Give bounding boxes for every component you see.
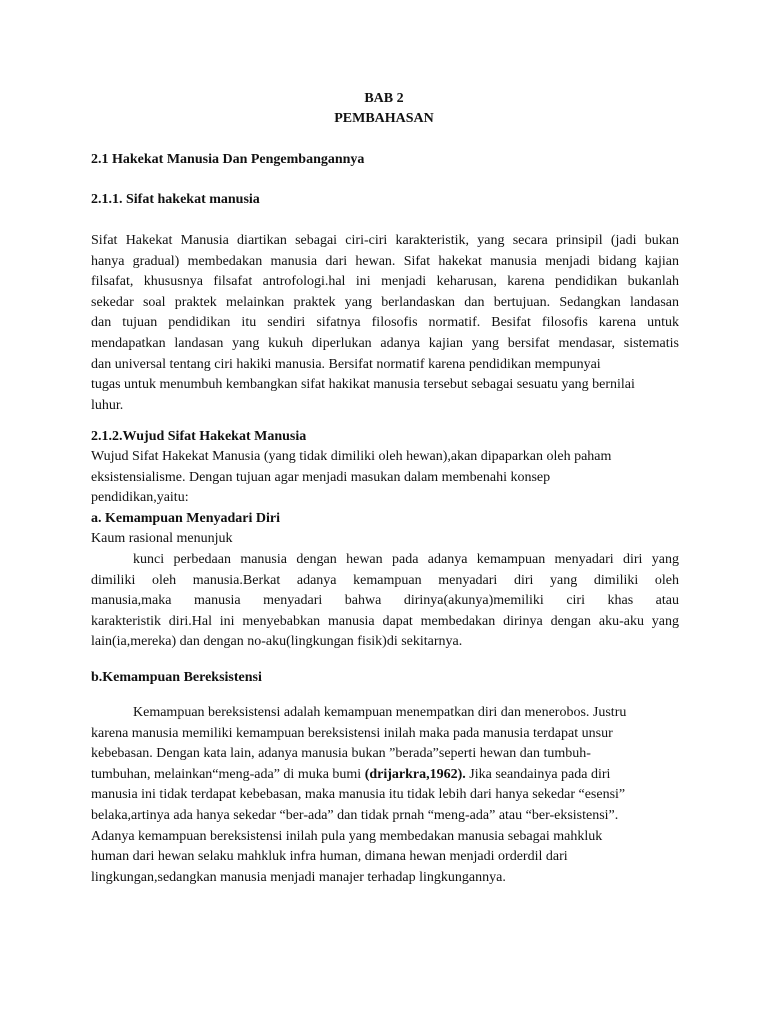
paragraph-line: tugas untuk menumbuh kembangkan sifat hakikat manusia tersebut sebagai sesuatu yang bernilai [91,377,635,392]
subsection-heading: 2.1.1. Sifat hakekat manusia [91,192,260,207]
paragraph-line: lingkungan,sedangkan manusia menjadi manajer terhadap lingkungannya. [91,870,506,885]
paragraph-line: hanya gradual) membedakan manusia dari hewan. Sifat hakekat manusia menjadi bidang kajian [91,254,679,269]
paragraph-line [91,765,610,785]
paragraph-text: tumbuhan, melainkan“meng-ada” di muka bumi [91,767,365,782]
point-heading: b.Kemampuan Bereksistensi [91,670,262,685]
paragraph-line: manusia,maka manusia menyadari bahwa dirinya(akunya)memiliki ciri khas atau [91,593,679,608]
paragraph-line: kebebasan. Dengan kata lain, adanya manusia bukan ”berada”seperti hewan dan tumbuh- [91,746,591,761]
subsection-heading: 2.1.2.Wujud Sifat Hakekat Manusia [91,429,307,444]
paragraph-line: lain(ia,mereka) dan dengan no-aku(lingkungan fisik)di sekitarnya. [91,634,463,649]
paragraph-line: belaka,artinya ada hanya sekedar “ber-ada” dan tidak prnah “meng-ada” atau “ber-eksistensi”. [91,808,619,823]
paragraph-line: Kemampuan bereksistensi adalah kemampuan menempatkan diri dan menerobos. Justru [133,705,627,720]
citation: (drijarkra,1962). [364,767,466,782]
paragraph-line: luhur. [91,398,124,413]
section-heading: 2.1 Hakekat Manusia Dan Pengembangannya [91,152,365,167]
paragraph-line: pendidikan,yaitu: [91,490,189,505]
paragraph-line: kunci perbedaan manusia dengan hewan pada adanya kemampuan menyadari diri yang [133,552,679,567]
paragraph-line: dan tujuan pendidikan itu sendiri sifatnya filosofis normatif. Besifat filosofis karena untuk [91,315,679,330]
paragraph-line: dan universal tentang ciri hakiki manusia. Bersifat normatif karena pendidikan mempunyai [91,357,601,372]
paragraph-line: mendapatkan landasan yang kukuh diperlukan adanya kajian yang bersifat mendasar, sistematis [91,336,679,351]
paragraph-line: Kaum rasional menunjuk [91,531,233,546]
paragraph-line: Adanya kemampuan bereksistensi inilah pula yang membedakan manusia sebagai mahkluk [91,829,603,844]
chapter-title: PEMBAHASAN [334,111,434,126]
paragraph-line: sekedar soal praktek melainkan praktek yang berlandaskan dan bertujuan. Sedangkan landasan [91,295,679,310]
point-heading: a. Kemampuan Menyadari Diri [91,511,280,526]
paragraph-text: Jika seandainya pada diri [465,767,611,782]
paragraph-line: human dari hewan selaku mahkluk infra human, dimana hewan menjadi orderdil dari [91,849,568,864]
paragraph-line: filsafat, khususnya filsafat antrofologi.hal ini menjadi keharusan, karena pendidikan bukanlah [91,274,679,289]
paragraph-line: dimiliki oleh manusia.Berkat adanya kemampuan menyadari diri yang dimiliki oleh [91,573,679,588]
paragraph-line: karena manusia memiliki kemampuan bereksistensi inilah maka pada manusia terdapat unsur [91,726,613,741]
paragraph-line: manusia ini tidak terdapat kebebasan, maka manusia itu tidak lebih dari hanya sekedar “esensi” [91,787,626,802]
paragraph-line: Wujud Sifat Hakekat Manusia (yang tidak dimiliki oleh hewan),akan dipaparkan oleh paham [91,449,612,464]
paragraph-line: eksistensialisme. Dengan tujuan agar menjadi masukan dalam membenahi konsep [91,470,551,485]
paragraph-line: karakteristik diri.Hal ini menyebabkan manusia dapat membedakan dirinya dengan aku-aku yang [91,614,679,629]
chapter-number: BAB 2 [364,91,404,106]
paragraph-line: Sifat Hakekat Manusia diartikan sebagai ciri-ciri karakteristik, yang secara prinsipil (jadi bukan [91,233,679,248]
